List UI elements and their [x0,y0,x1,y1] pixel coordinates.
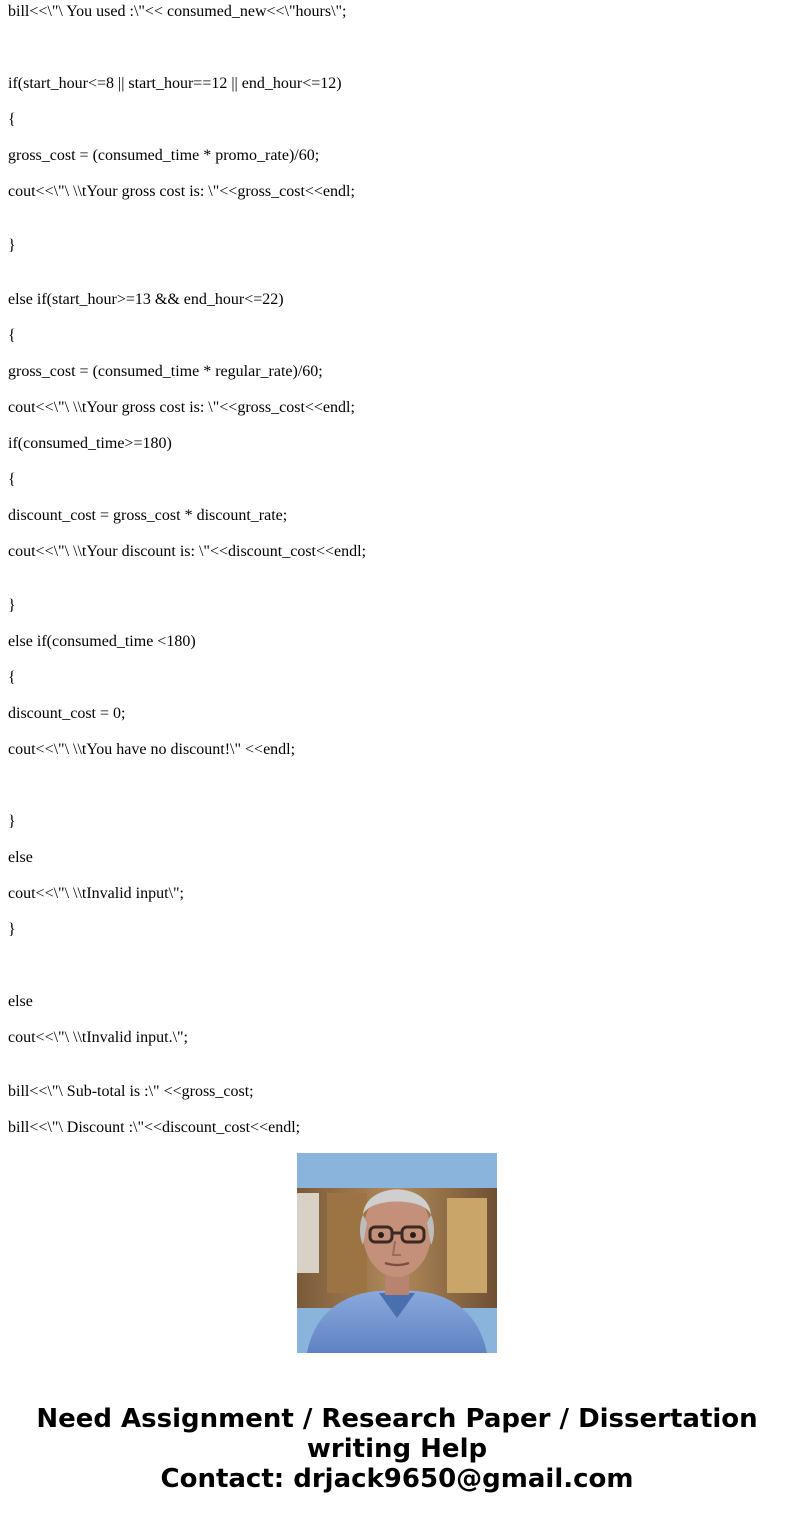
code-line: } [8,597,16,614]
banner-line: writing Help [306,1434,488,1464]
code-line: cout<<\"\ \\tYou have no discount!\" <<endl; [8,741,296,758]
code-line: bill<<\"\ Discount :\"<<discount_cost<<endl; [8,1119,301,1136]
code-line: { [8,669,16,686]
contact-line: Contact: drjack9650@gmail.com [160,1464,634,1494]
code-line: else [8,993,33,1010]
help-banner [0,1404,794,1494]
code-line: discount_cost = 0; [8,705,126,722]
code-line: { [8,471,16,488]
code-line: if(consumed_time>=180) [8,435,172,452]
code-line: if(start_hour<=8 || start_hour==12 || end_hour<=12) [8,75,342,92]
code-line: { [8,111,16,128]
code-line: cout<<\"\ \\tYour gross cost is: \"<<gross_cost<<endl; [8,183,355,200]
code-line: bill<<\"\ You used :\"<< consumed_new<<\"hours\"; [8,3,347,20]
code-line: discount_cost = gross_cost * discount_rate; [8,507,288,524]
code-line: } [8,813,16,830]
code-line: else if(start_hour>=13 && end_hour<=22) [8,291,284,308]
code-line: cout<<\"\ \\tYour gross cost is: \"<<gross_cost<<endl; [8,399,355,416]
code-line: cout<<\"\ \\tYour discount is: \"<<discount_cost<<endl; [8,543,367,560]
author-avatar [297,1153,497,1353]
code-line: { [8,327,16,344]
code-line: gross_cost = (consumed_time * promo_rate)/60; [8,147,320,164]
code-line: gross_cost = (consumed_time * regular_rate)/60; [8,363,323,380]
code-line: } [8,921,16,938]
code-line: else if(consumed_time <180) [8,633,196,650]
code-line: else [8,849,33,866]
code-line: bill<<\"\ Sub-total is :\" <<gross_cost; [8,1083,254,1100]
code-line: cout<<\"\ \\tInvalid input.\"; [8,1029,188,1046]
code-line: cout<<\"\ \\tInvalid input\"; [8,885,184,902]
banner-line: Need Assignment / Research Paper / Dissertation [36,1404,758,1434]
code-line: } [8,237,16,254]
